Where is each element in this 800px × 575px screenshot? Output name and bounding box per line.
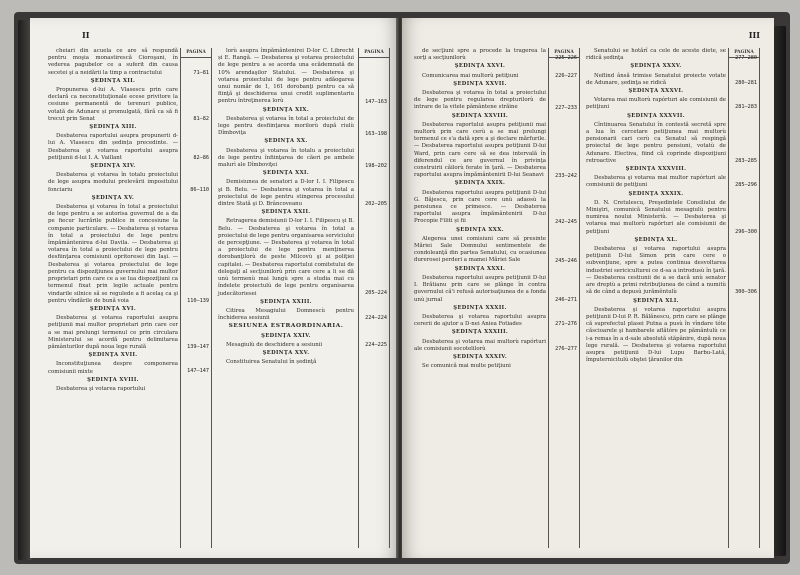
session-heading: ŞEDINŢA XXI. <box>262 170 310 177</box>
page-reference: 198—202 <box>365 163 387 169</box>
session-heading: ŞEDINŢA XXVII. <box>453 80 507 87</box>
book-right-edge <box>774 26 786 556</box>
right-page <box>402 18 774 558</box>
session-summary: Propunerea d-lui A. Vlasescu prin care declară ca neconstituţionale ecese privitore la cesiune permanentă de terenuri publice, votată de Adunare și promulgată, fără ca să fi trecut prin Senat <box>48 87 178 122</box>
page-reference: 86—110 <box>190 187 209 193</box>
session-heading: ŞEDINŢA XXIV. <box>261 332 311 339</box>
session-summary: Retragerea demisiunii D-lor I. I. Filipescu şi B. Belu. — Desbaterea şi votarea în total a proiectului de lege pentru organisarea serviciului de percepţiune. — Desbaterea şi votarea în total a proiectului de lege pentru menţinerea dorobanţilorù de peste Milcovù şi ai poliţiei capitalei. — Desbaterea raportului comitetului de delegaţi al secţiunilorù prin care cere a li se dă unù termenù mai lungù spre a studia mai cu îndelete proiectulù de lege pentru organisarea judecătoriesei <box>218 218 354 297</box>
page-reference: 283—285 <box>735 158 757 164</box>
session-heading: ŞEDINŢA XXIII. <box>260 298 312 305</box>
page-reference: 226—227 <box>555 73 577 79</box>
session-summary: Desbaterea şi votarea raportului asupra petiţiunii mai multor proprietari prin care cer a se mai prelungi termenul ce prin circulara Ministerului se acordă pentru delimitarea pământurilor după noua lege rurală <box>48 315 178 350</box>
session-heading: ŞEDINŢA XXX. <box>456 226 504 233</box>
right-pagina-column-2 <box>728 48 760 548</box>
session-summary: Constituirea Senatului în ședinţă <box>226 359 317 366</box>
session-summary: Votarea mai multorù rapórturi ale comisiunii de petiţiuni <box>586 97 726 111</box>
session-heading: ŞEDINŢA XXIX. <box>454 180 506 187</box>
session-summary: Desbaterea şi votarea în totalu proiectului de lege asupra modului prelevării impositului fonciariu <box>48 172 178 193</box>
pagina-header: PAGINA <box>359 48 389 58</box>
session-summary: Alegerea unei comisiuni care să presinte Măriei Sale Domnului sentimentele de condoleanţă din partea Senatului, cu ocasiunea durerosei perderi a mamei Măriei Sale <box>414 235 546 264</box>
page-reference: 81—82 <box>193 116 209 122</box>
page-reference: 242—245 <box>555 219 577 225</box>
right-column-2 <box>586 48 726 364</box>
page-reference: 224—225 <box>365 342 387 348</box>
left-page-number: II <box>82 30 90 40</box>
session-summary: Desbaterea raportului asupra petiţiunii D-lui I. Brătianu prin care se plânge în contra guvernului că'i refusă autorisaţiunea de a fonda unù jurnal <box>414 274 546 303</box>
page-reference: 205—224 <box>365 290 387 296</box>
session-summary: Desbaterea şi votarea mai multor rapórturi ale comisiunii de petiţiuni <box>586 175 726 189</box>
session-heading: ŞEDINŢA XXXVI. <box>628 88 684 95</box>
session-summary: Mesagiulù de deschidere a sesiunii <box>226 341 323 348</box>
session-heading: ŞEDINŢA XXXIV. <box>452 353 508 360</box>
page-reference: 227—233 <box>555 105 577 111</box>
session-heading: ŞEDINŢA XIX. <box>262 106 310 113</box>
session-heading: ŞEDINŢA XXXI. <box>454 265 506 272</box>
right-pagina-column-1 <box>548 48 580 548</box>
session-heading: ŞEDINŢA XXXVIII. <box>625 166 687 173</box>
session-summary: D. N. Cretulescu, Preşedintele Consiliului de Miniştri, comunică Senatului mesagiulù pentru numirea noului Ministeriù. — Desbaterea şi votarea mai multorù rapórturi ale comisiunii de petiţiuni <box>586 199 726 235</box>
session-summary: Desbaterea şi votarea în total a proiectului de lege pentru desfiinţarea morilorù după riulù Dîmboviţa <box>218 115 354 137</box>
page-reference: 285—296 <box>735 182 757 188</box>
page-reference: 277—280 <box>735 55 757 61</box>
right-column-1 <box>414 48 546 370</box>
page-reference: 147—147 <box>187 368 209 374</box>
session-heading: ŞEDINŢA XXII. <box>261 209 311 216</box>
page-reference: 224—224 <box>365 315 387 321</box>
session-summary: Neflind ânsă trimise Senatului proiecte votate de Adunare, ședinţa se ridică <box>586 72 726 86</box>
right-page-number: III <box>748 30 760 40</box>
session-heading: SESIUNEA ESTRAORDINARIA. <box>228 323 344 330</box>
session-summary: Desbaterea şi votarea raportului asupra petiţiunii D-lui Simon prin care cere o subvenţiune, spre a putea continua desvoltarea industriei sericiculturei ce d-sa a introdusù în ţară. — Desbaterea cestiunii de a se dacă unù senator are dreptù a primi retribuţiunea de când a numitù să de când a depusù jurămêntulù <box>586 246 726 296</box>
session-heading: ŞEDINŢA XXXIII. <box>451 329 509 336</box>
pagina-header: PAGINA <box>181 48 211 58</box>
session-summary: Demisiunea de senatori a D-lor I. I. Filipescu şi B. Belu. — Desbaterea şi votarea în total a proiectului de lege pentru stingerea procesului dintre Stată şi D. Brâncoveanu <box>218 179 354 208</box>
left-pagina-column-1 <box>180 48 212 548</box>
session-summary: Desbaterea şi votarea raportului <box>56 385 146 392</box>
session-heading: ŞEDINŢA XL. <box>634 236 678 243</box>
session-summary: Desbaterea şi votarea în totalu a proiectului de lege pentru înfiinţarea de căeri pe ambele malurì ale Dîmboviţei <box>218 147 354 169</box>
session-summary: Senatului se hotărî ca cele de aceste diete, se ridică ședinţa <box>586 48 726 62</box>
session-heading: ŞEDINŢA XVIII. <box>87 376 139 383</box>
page-reference: 296—300 <box>735 229 757 235</box>
session-heading: ŞEDINŢA XXV. <box>262 349 310 356</box>
session-summary: Desbaterea raportului asupra petiţiunii mai multorù prin care cerù a se mai prelungi termenul ce s'a dată spre a şi declare mărfurile. — Desbaterea raportului asupra petiţiunii D-lui Ward, prin care cere să se dea intervală în diferendul ce are guvernul în privinţa construirii căilorù ferate în ţară. — Desbaterea raportului asupra împământenirii D-lui Seanavi <box>414 121 546 179</box>
left-page <box>30 18 398 558</box>
session-heading: ŞEDINŢA XII. <box>90 77 136 84</box>
page-reference: 139—147 <box>187 344 209 350</box>
session-summary: Desbaterea şi votarea raportului asupra petiţiunii D-lui P. R. Bălănescu, prin care se plânge că suprefectul plasei Putna a pusù în vîndare tóte căscioarele şi hambarele aflătóre pe pământulù ce i-a remas în a d-sale absolută stăpânire, după noua lege rurală. — Desbaterea şi votarea raportului asupra petiţiunii D-lui Lupu Barbu-Lată, împuternicitulù obştei ţăranilor din <box>586 306 726 364</box>
session-heading: ŞEDINŢA XLI. <box>633 297 679 304</box>
page-reference: 225—226 <box>555 55 577 61</box>
page-reference: 202—205 <box>365 201 387 207</box>
pagina-header: PAGINA <box>549 48 579 58</box>
page-reference: 271—276 <box>555 321 577 327</box>
session-heading: ŞEDINŢA XVII. <box>88 352 138 359</box>
session-summary: Desbaterea şi votarea în total a proiectului de lege pentru a se autorisa guvernul de a da pe fiecur lucrările publice in concesiune la companie particulare. — Desbaterea şi votarea în total a proiectului de lege pentru împământenirea d-lui Davila. — Desbaterea şi votarea în total a proiectului de lege pentru desfiinţarea comisiunii opritoresei din Iaşi. — Desbaterea şi votarea proiectului de lege pentru ca dispoziţiunea guvernului mai multor proprietari prin care ce a se lua dispoziţiuni ca termenul fixat prin legile actuale pentru vindarile silnice să se regulede a fi acelaş ca şi pentru vîndările de bună voia <box>48 204 178 304</box>
left-pagina-column-2 <box>358 48 390 548</box>
session-summary: Desbaterea raportului asupra propunerii d-lui A. Vlasescu din ședința precedinte. — Desbaterea şi votarea raportului asupra petiţiunii d-lui I. A. Vaillant <box>48 133 178 161</box>
session-heading: ŞEDINŢA XXXVII. <box>627 112 685 119</box>
page-reference: 71—81 <box>193 70 209 76</box>
pagina-header: PAGINA <box>729 48 759 58</box>
page-reference: 233—242 <box>555 173 577 179</box>
session-heading: ŞEDINŢA XXXV. <box>630 63 682 70</box>
session-heading: ŞEDINŢA XXVI. <box>454 63 506 70</box>
page-reference: 110—139 <box>187 298 209 304</box>
session-summary: Desbaterea şi votarea mai multorù rapórturi ale comisiunii socotelilorù <box>414 338 546 352</box>
session-heading: ŞEDINŢA XIII. <box>89 124 137 131</box>
session-heading: ŞEDINŢA XIV. <box>90 163 136 170</box>
session-summary: Desbaterea raportului asupra petiţiunii D-lui G. Băjescu, prin care cere unù adaosù la pensiunea ce primesce. — Desbaterea raportului asupra împământenirii D-lui Procopie Filiti și fii <box>414 189 546 225</box>
page-reference: 163—198 <box>365 131 387 137</box>
page-reference: 246—271 <box>555 297 577 303</box>
page-reference: 280—281 <box>735 80 757 86</box>
session-summary: Comunicarea mai multorù petiţiuni <box>422 72 519 79</box>
session-heading: ŞEDINŢA XX. <box>264 138 308 145</box>
session-heading: ŞEDINŢA XXXIX. <box>628 190 684 197</box>
session-heading: ŞEDINŢA XVI. <box>89 305 137 312</box>
session-heading: ŞEDINŢA XV. <box>91 194 135 201</box>
page-reference: 281—283 <box>735 104 757 110</box>
left-column-2 <box>218 48 354 366</box>
session-summary: Inconstituţiunea despre componerea comisiunii mixte <box>48 361 178 375</box>
page-reference: 276—277 <box>555 346 577 352</box>
session-summary: cheiari din acuela ce are să respundă pentru moşia monastirescă Cioroşani, în vederea pagubelor ce a suferit din causa secetei şi a neidării la timp a contractului <box>48 48 178 76</box>
session-summary: Desbaterea şi votarea în total a proiectului de lege pentru regularea drepturilorù de intrare de la vitele pământene străine <box>414 90 546 111</box>
session-heading: ŞEDINŢA XXXII. <box>453 304 507 311</box>
session-heading: ŞEDINŢA XXVIII. <box>451 112 509 119</box>
page-reference: 245—246 <box>555 258 577 264</box>
session-summary: Se comunică mai multe petiţiuni <box>422 363 511 370</box>
session-summary: Cîntinuarea Senatului în contestă secretă spre a lua în cercetare petiţiunea mai multorù pensionarii cari cerù ca Senatul să respingă proiectul de lege pentru pensiuni, votatù de Adunare. Electiva, fiind că coprinde dispoziţiuni retroactive <box>586 121 726 164</box>
page-reference: 147—163 <box>365 99 387 105</box>
left-column-1 <box>48 48 178 393</box>
page-reference: 82—86 <box>193 155 209 161</box>
session-summary: Desbaterea şi votarea raportului asupra cererii de ajutor a D-nei Aniea Fotiades <box>414 313 546 328</box>
page-reference: 300—306 <box>735 289 757 295</box>
session-summary: Citirea Mesagiului Domnescù pentru închiderea sesiunii <box>218 307 354 322</box>
session-summary: lorù asupra împământenirei D-lor C. Librecht și E. Rangă. — Desbaterea şi votarea proiectului de lege pentru a se acorda una ecădemnată de 10% arendaşilor Statului. — Desbaterea şi votarea proiectului de lege pentru adăogarea unui număr de 1, 161 dorobanţi pentru ca să fiinţă şi deschiderea unui credit suplimentariu pentru întreţinerea lorù <box>218 48 354 105</box>
session-summary: de secţiuni spre a procede la tragerea la sorţi a secţiunilorù <box>414 48 546 62</box>
